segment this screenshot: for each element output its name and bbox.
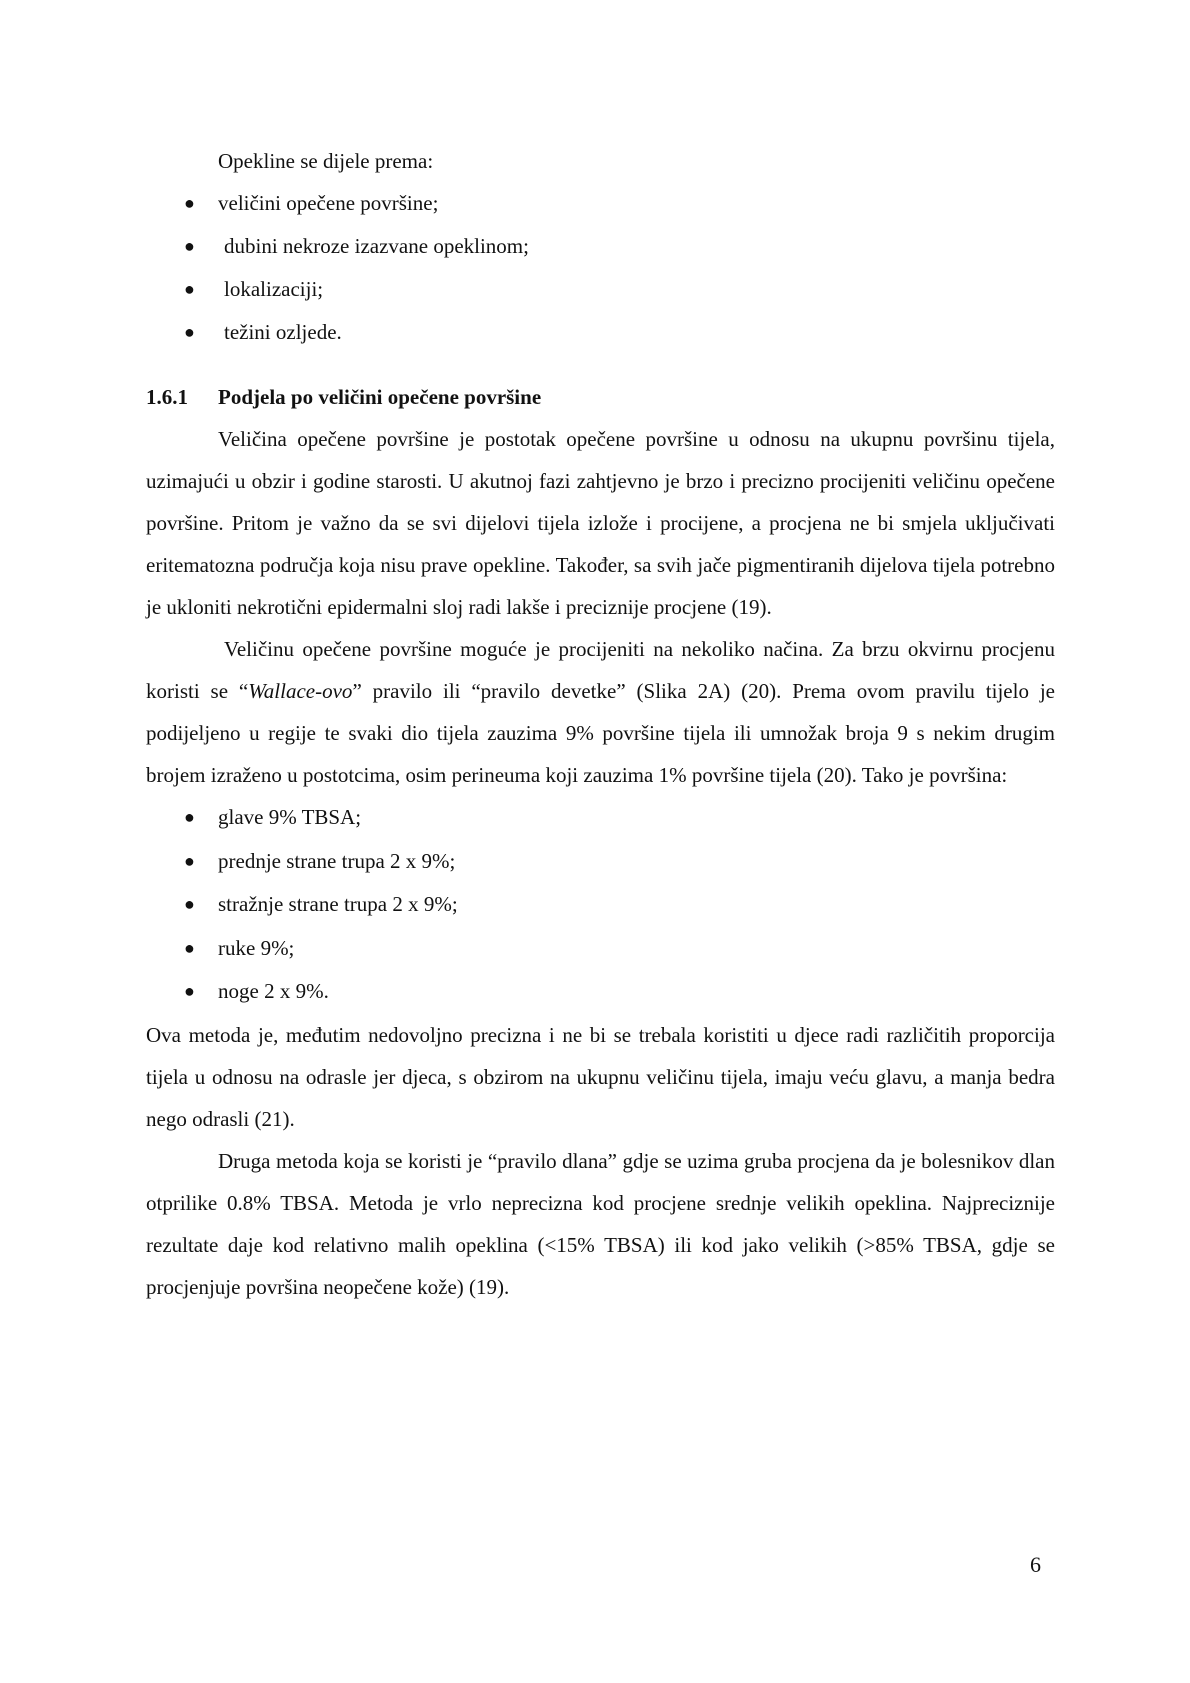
bullet-icon: ● xyxy=(184,279,195,299)
paragraph-2-part-a: Veličinu opečene površine moguće je procijeniti na nekoliko načina. Za brzu okvirnu procjenu koristi se “ xyxy=(146,637,1055,703)
list-item-text: stražnje strane trupa 2 x 9%; xyxy=(218,892,458,916)
bullet-icon: ● xyxy=(184,981,195,1001)
list-item-text: težini ozljede. xyxy=(224,320,342,344)
list-item-text: veličini opečene površine; xyxy=(218,191,439,215)
rule-of-nines-list xyxy=(146,796,1055,1014)
paragraph-1: Veličina opečene površine je postotak opečene površine u odnosu na ukupnu površinu tijela, uzimajući u obzir i godine starosti. U akutnoj fazi zahtjevno je brzo i precizno procijeniti veličinu opečene površine. Pritom je važno da se svi dijelovi tijela izlože i procijene, a procjena ne bi smjela uključivati eritematozna područja koja nisu prave opekline. Također, sa svih jače pigmentiranih dijelova tijela potrebno je ukloniti nekrotični epidermalni sloj radi lakše i preciznije procjene (19). xyxy=(146,427,1055,619)
list-item-text: ruke 9%; xyxy=(218,935,295,960)
list-item xyxy=(146,311,1055,354)
list-item xyxy=(146,883,1055,927)
list-item xyxy=(146,182,1055,225)
list-item xyxy=(146,927,1055,971)
list-item xyxy=(146,970,1055,1014)
page-number: 6 xyxy=(1030,1552,1041,1577)
bullet-icon: ● xyxy=(184,850,195,871)
section-number: 1.6.1 xyxy=(146,385,188,409)
section-title: Podjela po veličini opečene površine xyxy=(218,385,542,409)
paragraph-2 xyxy=(146,628,1055,796)
bullet-icon: ● xyxy=(184,322,195,342)
list-item-text: glave 9% TBSA; xyxy=(218,805,362,829)
list-item-text: lokalizaciji; xyxy=(224,277,324,301)
paragraph-2-italic: Wallace-ovo xyxy=(248,679,353,703)
bullet-icon: ● xyxy=(184,193,195,213)
list-item xyxy=(146,840,1055,884)
list-item-text: prednje strane trupa 2 x 9%; xyxy=(218,848,456,873)
list-item xyxy=(146,796,1055,840)
bullet-icon: ● xyxy=(184,236,195,256)
list-item-text: dubini nekroze izazvane opeklinom; xyxy=(224,234,529,258)
bullet-icon: ● xyxy=(184,894,195,914)
list-item xyxy=(146,225,1055,268)
intro-bullet-list xyxy=(146,182,1055,354)
list-item xyxy=(146,268,1055,311)
document-page xyxy=(146,140,1055,1308)
bullet-icon: ● xyxy=(184,937,195,958)
list-item-text: noge 2 x 9%. xyxy=(218,979,329,1003)
paragraph-4: Druga metoda koja se koristi je “pravilo dlana” gdje se uzima gruba procjena da je bolesnikov dlan otprilike 0.8% TBSA. Metoda je vrlo neprecizna kod procjene srednje velikih opeklina. Najpreciznije rezultate daje kod relativno malih opeklina (<15% TBSA) ili kod jako velikih (>85% TBSA, gdje se procjenjuje površina neopečene kože) (19). xyxy=(146,1148,1055,1299)
intro-text: Opekline se dijele prema: xyxy=(218,149,434,173)
paragraph-3: Ova metoda je, međutim nedovoljno precizna i ne bi se trebala koristiti u djece radi različitih proporcija tijela u odnosu na odrasle jer djeca, s obzirom na ukupnu veličinu tijela, imaju veću glavu, a manja bedra nego odrasli (21). xyxy=(146,1022,1055,1131)
bullet-icon: ● xyxy=(184,807,195,827)
section-heading xyxy=(146,376,1055,418)
paragraph-2-part-b: ” pravilo ili “pravilo devetke” (Slika 2A) (20). Prema ovom pravilu tijelo je podijeljeno u regije te svaki dio tijela zauzima 9% površine tijela ili umnožak broja 9 s nekim drugim brojem izraženo u postotcima, osim perineuma koji zauzima 1% površine tijela (20). Tako je površina: xyxy=(146,679,1055,787)
